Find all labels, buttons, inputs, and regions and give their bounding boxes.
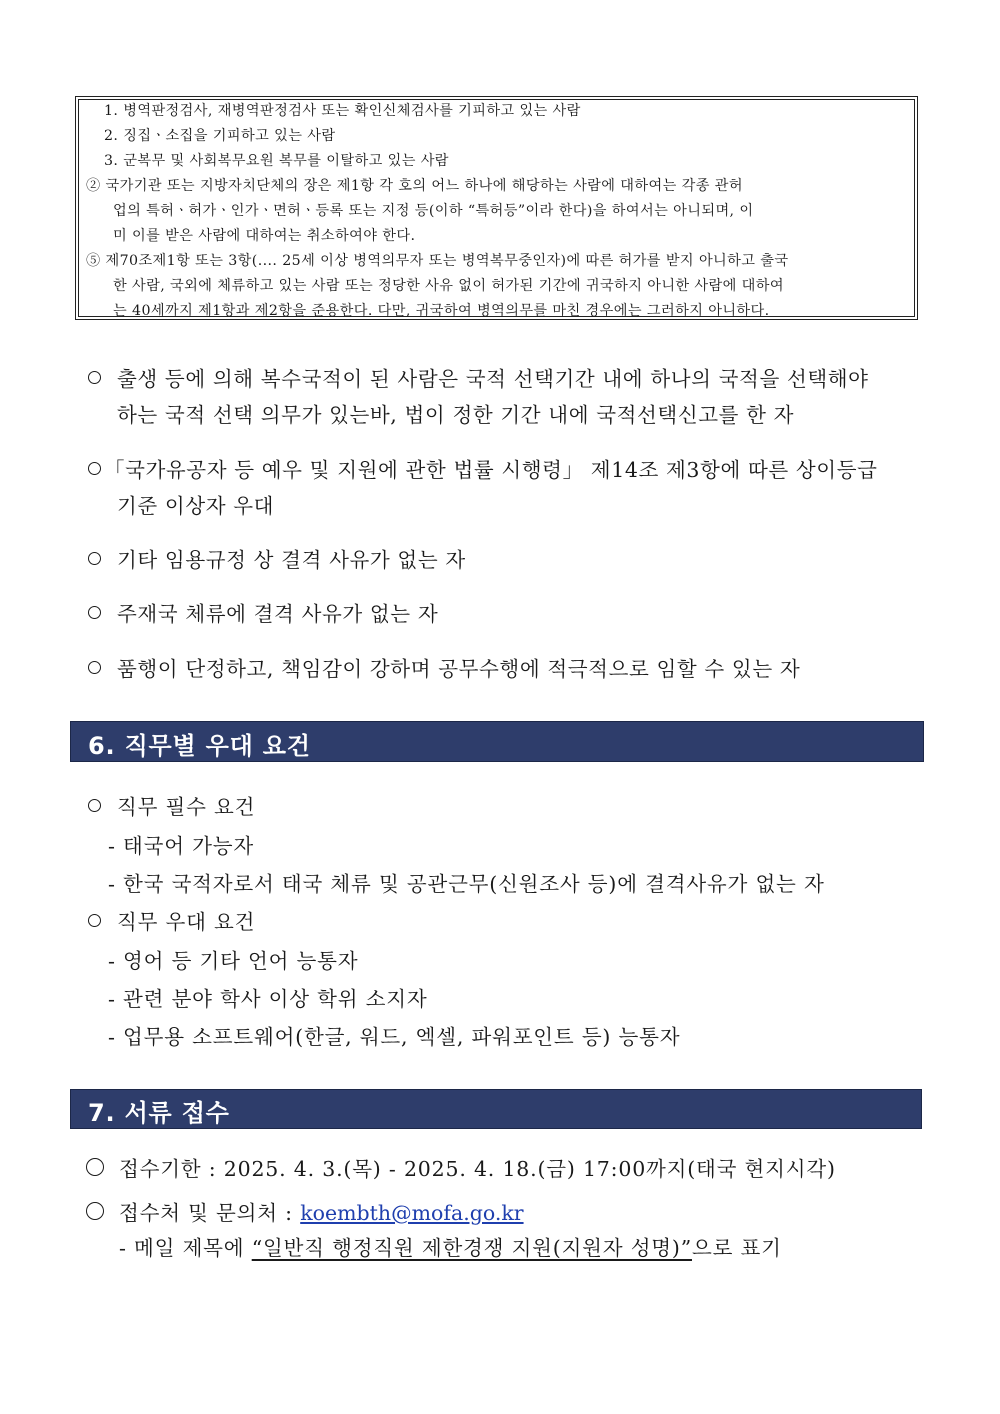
law-line: 한 사람, 국외에 체류하고 있는 사람 또는 정당한 사유 없이 허가된 기간에 귀국하지 아니한 사람에 대하여 [113,278,784,294]
bullet-circle-icon [86,1202,104,1220]
section-6-title: 6. 직무별 우대 요건 [88,732,311,760]
qualification-text: 주재국 체류에 결격 사유가 없는 자 [117,602,439,626]
bullet-circle-icon [88,552,101,565]
bullet-circle-icon [88,661,101,674]
law-line: 미 이를 받은 사람에 대하여는 취소하여야 한다. [113,228,416,244]
bullet-circle-icon [88,606,101,619]
preferred-item: - 관련 분야 학사 이상 학위 소지자 [108,987,428,1011]
law-line: 는 40세까지 제1항과 제2항을 준용한다. 다만, 귀국하여 병역의무를 마친 경우에는 그러하지 아니하다. [113,303,770,319]
law-line: 업의 특허ㆍ허가ㆍ인가ㆍ면허ㆍ등록 또는 지정 등(이하 “특허등”이라 한다)을 하여서는 아니되며, 이 [113,203,754,219]
contact-line [119,1196,524,1226]
preferred-item: - 영어 등 기타 언어 능통자 [108,949,359,973]
qualification-text: 기준 이상자 우대 [117,494,275,518]
law-line: ② 국가기관 또는 지방자치단체의 장은 제1항 각 호의 어느 하나에 해당하는 사람에 대하여는 각종 관허 [86,178,743,194]
deadline-value: 2025. 4. 3.(목) - 2025. 4. 18.(금) 17:00까지(태국 현지시각) [223,1157,836,1181]
contact-email-link[interactable]: koembth@mofa.go.kr [300,1201,524,1225]
bullet-circle-icon [88,799,101,812]
required-heading: 직무 필수 요건 [117,795,256,819]
qualification-text: 품행이 단정하고, 책임감이 강하며 공무수행에 적극적으로 임할 수 있는 자 [117,657,801,681]
law-line: 3. 군복무 및 사회복무요원 복무를 이탈하고 있는 사람 [104,153,449,169]
law-excerpt-box [75,96,918,320]
subject-suffix: 으로 표기 [691,1236,782,1260]
preferred-item: - 업무용 소프트웨어(한글, 워드, 엑셀, 파워포인트 등) 능통자 [108,1025,681,1049]
qualification-text: 「국가유공자 등 예우 및 지원에 관한 법률 시행령」 제14조 제3항에 따른 상이등급 [104,458,878,482]
contact-label: 접수처 및 문의처 : [119,1201,301,1225]
required-item: - 태국어 가능자 [108,834,254,858]
bullet-circle-icon [86,1158,104,1176]
subject-line [119,1231,782,1261]
preferred-heading: 직무 우대 요건 [117,910,256,934]
bullet-circle-icon [88,914,101,927]
required-item: - 한국 국적자로서 태국 체류 및 공관근무(신원조사 등)에 결격사유가 없는 자 [108,872,825,896]
deadline-line [119,1152,836,1182]
deadline-label: 접수기한 : [119,1157,224,1181]
section-7-title: 7. 서류 접수 [88,1099,230,1127]
law-line: 1. 병역판정검사, 재병역판정검사 또는 확인신체검사를 기피하고 있는 사람 [104,103,581,119]
law-line: ⑤ 제70조제1항 또는 3항(.... 25세 이상 병역의무자 또는 병역복무중인자)에 따른 허가를 받지 아니하고 출국 [86,253,789,269]
qualification-text: 하는 국적 선택 의무가 있는바, 법이 정한 기간 내에 국적선택신고를 한 자 [117,403,795,427]
qualification-text: 기타 임용규정 상 결격 사유가 없는 자 [117,548,466,572]
law-line: 2. 징집ㆍ소집을 기피하고 있는 사람 [104,128,336,144]
bullet-circle-icon [88,371,101,384]
bullet-circle-icon [88,462,101,475]
subject-value: “일반직 행정직원 제한경쟁 지원(지원자 성명)” [251,1236,692,1260]
subject-prefix: - 메일 제목에 [119,1236,252,1260]
qualification-text: 출생 등에 의해 복수국적이 된 사람은 국적 선택기간 내에 하나의 국적을 선택해야 [117,367,869,391]
